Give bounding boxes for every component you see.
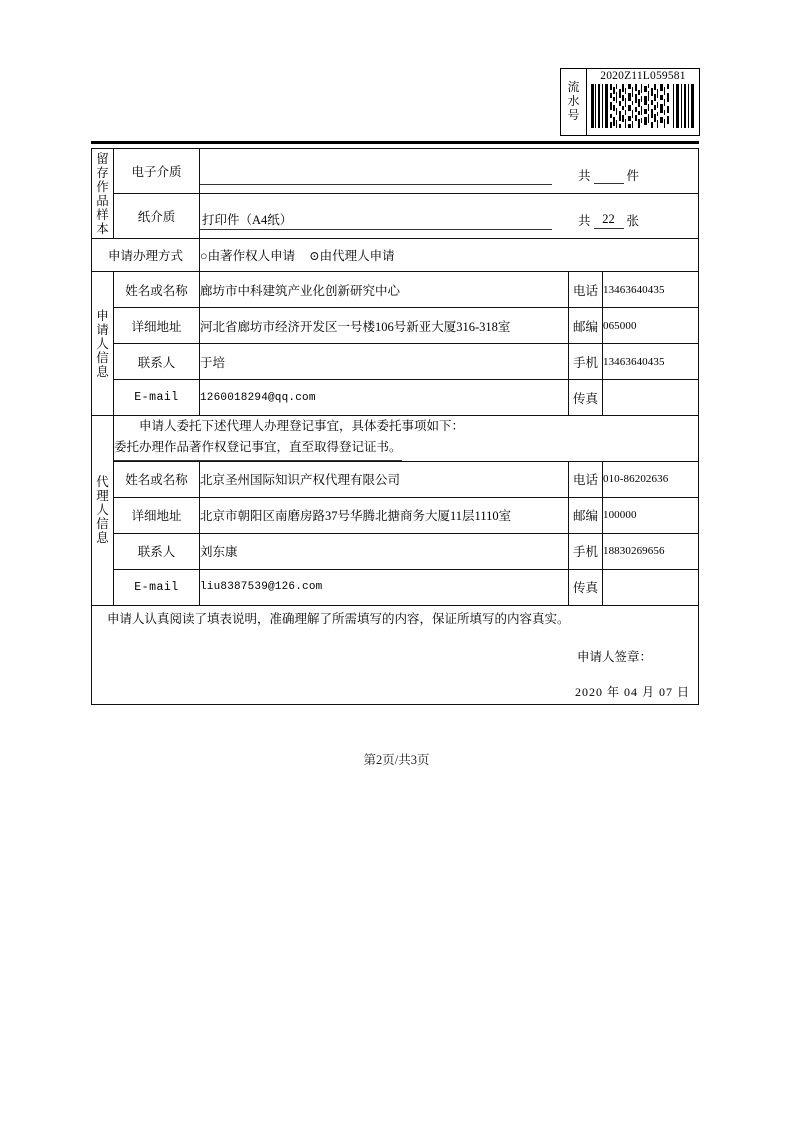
applicant-email-label: E-mail: [114, 380, 200, 416]
declaration-date[interactable]: 2020 年 04 月 07 日: [574, 685, 690, 699]
agent-label-char-2: 理: [96, 489, 109, 504]
sample-label-char-6: 本: [96, 221, 109, 236]
sample-label-char-1: 留: [96, 151, 109, 166]
agent-email-label: E-mail: [114, 569, 200, 605]
copyright-application-form: [91, 148, 699, 705]
serial-number-content: [587, 69, 699, 135]
table-row-applicant-email: [92, 380, 699, 416]
table-row-declaration: [92, 605, 699, 704]
table-row-applicant-contact: [92, 344, 699, 380]
agent-phone-value[interactable]: 010-86202636: [602, 461, 698, 497]
agent-label-char-5: 息: [96, 531, 109, 546]
applicant-signature-label[interactable]: 申请人签章：: [576, 650, 652, 664]
table-row-agent-address: [92, 497, 699, 533]
table-row-applicant-address: [92, 308, 699, 344]
sample-label-char-4: 品: [96, 193, 109, 208]
application-method-options: [200, 239, 699, 272]
paper-medium-field[interactable]: [200, 194, 699, 239]
serial-number-box: [560, 68, 700, 136]
sample-label-char-3: 作: [96, 179, 109, 194]
applicant-label-char-1: 申: [96, 308, 109, 323]
radio-label-by-agent: 由代理人申请: [319, 249, 395, 263]
electronic-medium-count-prefix: 共: [578, 169, 591, 183]
applicant-fax-value[interactable]: [602, 380, 698, 416]
table-row-agent-contact: [92, 533, 699, 569]
agent-address-value[interactable]: 北京市朝阳区南磨房路37号华腾北搪商务大厦11层1110室: [200, 497, 569, 533]
agent-contact-value[interactable]: 刘东康: [200, 533, 569, 569]
agent-label-char-4: 信: [96, 517, 109, 532]
applicant-address-label: 详细地址: [114, 308, 200, 344]
paper-medium-count-value[interactable]: 22: [594, 212, 624, 229]
electronic-medium-value[interactable]: [200, 168, 552, 185]
applicant-email-value[interactable]: 1260018294@qq.com: [200, 380, 569, 416]
applicant-phone-value[interactable]: 13463640435: [602, 272, 698, 308]
agent-fax-label: 传真: [568, 569, 602, 605]
table-row-agent-name: [92, 461, 699, 497]
agent-mobile-label: 手机: [568, 533, 602, 569]
agent-fax-value[interactable]: [602, 569, 698, 605]
paper-medium-unit: 张: [626, 214, 640, 228]
radio-label-by-copyright-owner: 由著作权人申请: [207, 249, 296, 263]
radio-option-by-copyright-owner[interactable]: [200, 249, 295, 263]
table-row-electronic-medium: [92, 149, 699, 194]
agent-mobile-value[interactable]: 18830269656: [602, 533, 698, 569]
applicant-name-value[interactable]: 廊坊市中科建筑产业化创新研究中心: [200, 272, 569, 308]
serial-label-char-2: 水: [567, 94, 580, 109]
applicant-label-char-3: 人: [96, 336, 109, 351]
commission-statement-line2[interactable]: 委托办理作品著作权登记事宜，直至取得登记证书。: [114, 437, 402, 460]
agent-name-value[interactable]: 北京圣州国际知识产权代理有限公司: [200, 461, 569, 497]
application-method-label: 申请办理方式: [92, 239, 200, 272]
declaration-text: 申请人认真阅读了填表说明，准确理解了所需填写的内容，保证所填写的内容真实。: [107, 612, 570, 626]
declaration-block: [92, 605, 699, 704]
table-row-paper-medium: [92, 194, 699, 239]
page-footer: 第2页/共3页: [363, 753, 430, 767]
commission-statement-block: [114, 416, 699, 462]
serial-label-char-3: 号: [567, 107, 580, 122]
radio-marker-selected-icon: ⊙: [309, 249, 320, 263]
electronic-medium-count-value[interactable]: [594, 182, 624, 184]
agent-label-char-3: 人: [96, 503, 109, 518]
paper-medium-count-prefix: 共: [578, 214, 591, 228]
table-row-application-method: [92, 239, 699, 272]
agent-postcode-value[interactable]: 100000: [602, 497, 698, 533]
paper-medium-count-group: [552, 211, 639, 230]
applicant-label-char-5: 息: [96, 364, 109, 379]
radio-marker-unselected-icon: ○: [200, 249, 208, 263]
radio-option-by-agent[interactable]: [309, 249, 395, 263]
agent-contact-label: 联系人: [114, 533, 200, 569]
sample-label-char-5: 样: [96, 207, 109, 222]
agent-name-label: 姓名或名称: [114, 461, 200, 497]
electronic-medium-field[interactable]: [200, 149, 699, 194]
serial-number-text: 2020Z11L059581: [600, 70, 686, 82]
header-divider-rule: [91, 141, 699, 144]
paper-medium-value[interactable]: 打印件（A4纸）: [200, 210, 552, 230]
applicant-postcode-label: 邮编: [568, 308, 602, 344]
sample-label-char-2: 存: [96, 165, 109, 180]
barcode-icon: [591, 84, 695, 128]
agent-address-label: 详细地址: [114, 497, 200, 533]
applicant-postcode-value[interactable]: 065000: [602, 308, 698, 344]
agent-postcode-label: 邮编: [568, 497, 602, 533]
applicant-mobile-label: 手机: [568, 344, 602, 380]
applicant-contact-label: 联系人: [114, 344, 200, 380]
applicant-mobile-value[interactable]: 13463640435: [602, 344, 698, 380]
agent-section-side-label: [92, 416, 114, 606]
table-row-commission-statement: [92, 416, 699, 462]
electronic-medium-unit: 件: [626, 169, 640, 183]
applicant-phone-label: 电话: [568, 272, 602, 308]
serial-label-char-1: 流: [567, 80, 580, 95]
applicant-name-label: 姓名或名称: [114, 272, 200, 308]
applicant-label-char-4: 信: [96, 350, 109, 365]
table-row-applicant-name: [92, 272, 699, 308]
applicant-fax-label: 传真: [568, 380, 602, 416]
electronic-medium-count-group: [552, 166, 639, 185]
applicant-contact-value[interactable]: 于培: [200, 344, 569, 380]
electronic-medium-label: 电子介质: [114, 149, 200, 194]
commission-statement-line1: 申请人委托下述代理人办理登记事宜，具体委托事项如下：: [139, 419, 465, 433]
paper-medium-label: 纸介质: [114, 194, 200, 239]
applicant-section-side-label: [92, 272, 114, 416]
sample-section-side-label: [92, 149, 114, 239]
agent-phone-label: 电话: [568, 461, 602, 497]
table-row-agent-email: [92, 569, 699, 605]
applicant-label-char-2: 请: [96, 322, 109, 337]
serial-number-label: [561, 69, 587, 135]
agent-email-value[interactable]: liu8387539@126.com: [200, 569, 569, 605]
applicant-address-value[interactable]: 河北省廊坊市经济开发区一号楼106号新亚大厦316-318室: [200, 308, 569, 344]
agent-label-char-1: 代: [96, 475, 109, 490]
